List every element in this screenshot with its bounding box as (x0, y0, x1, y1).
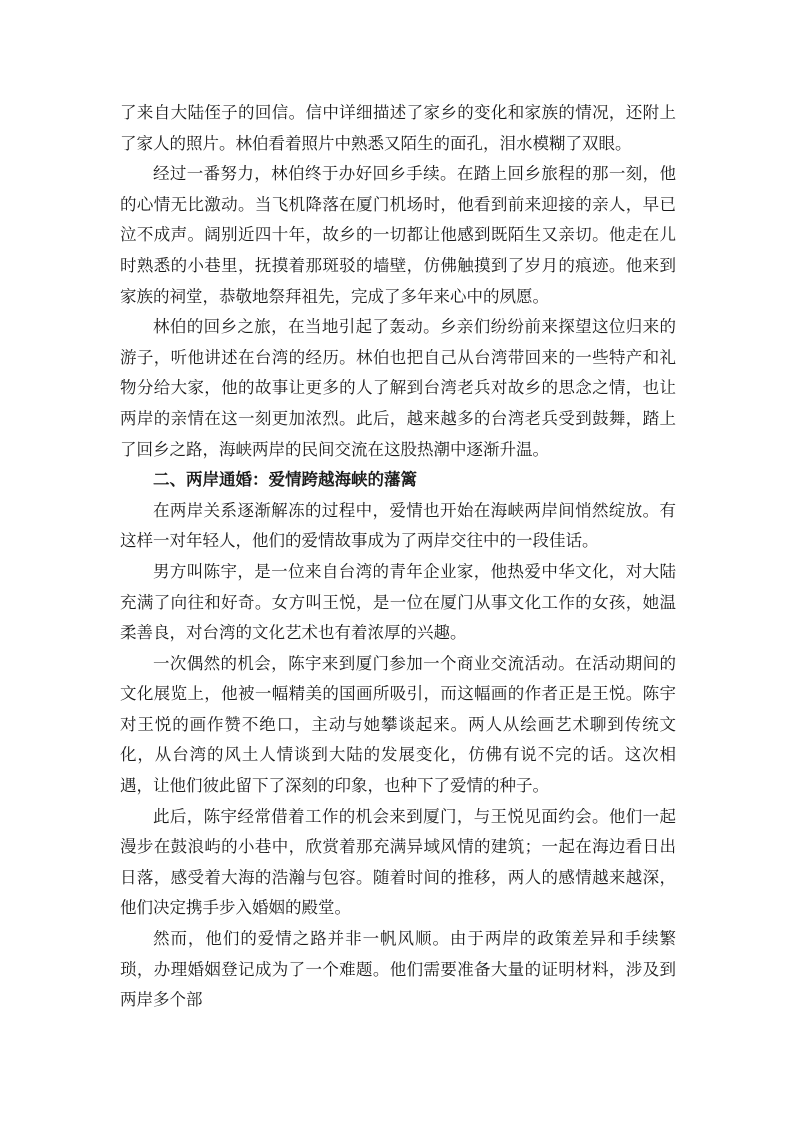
article-body (120, 98, 676, 1016)
paragraph-obstacles: 然而，他们的爱情之路并非一帆风顺。由于两岸的政策差异和手续繁琐，办理婚姻登记成为了一个难题。他们需要准备大量的证明材料，涉及到两岸多个部 (120, 929, 676, 1010)
paragraph-homecoming-impact: 林伯的回乡之旅，在当地引起了轰动。乡亲们纷纷前来探望这位归来的游子，听他讲述在台湾的经历。林伯也把自己从台湾带回来的一些特产和礼物分给大家，他的故事让更多的人了解到台湾老兵对故乡的思念之情，也让两岸的亲情在这一刻更加浓烈。此后，越来越多的台湾老兵受到鼓舞，踏上了回乡之路，海峡两岸的民间交流在这股热潮中逐渐升温。 (120, 317, 676, 459)
paragraph-reply-letter: 了来自大陆侄子的回信。信中详细描述了家乡的变化和家族的情况，还附上了家人的照片。林伯看着照片中熟悉又陌生的面孔，泪水模糊了双眼。 (120, 103, 676, 153)
paragraph-first-meeting: 一次偶然的机会，陈宇来到厦门参加一个商业交流活动。在活动期间的文化展览上，他被一幅精美的国画所吸引，而这幅画的作者正是王悦。陈宇对王悦的画作赞不绝口，主动与她攀谈起来。两人从绘画艺术聊到传统文化，从台湾的风土人情谈到大陆的发展变化，仿佛有说不完的话。这次相遇，让他们彼此留下了深刻的印象，也种下了爱情的种子。 (120, 653, 676, 796)
paragraph-love-blooms: 在两岸关系逐渐解冻的过程中，爱情也开始在海峡两岸间悄然绽放。有这样一对年轻人，他们的爱情故事成为了两岸交往中的一段佳话。 (120, 500, 676, 551)
paragraph-dating: 此后，陈宇经常借着工作的机会来到厦门，与王悦见面约会。他们一起漫步在鼓浪屿的小巷中，欣赏着那充满异域风情的建筑；一起在海边看日出日落，感受着大海的浩瀚与包容。随着时间的推移，两人的感情越来越深，他们决定携手步入婚姻的殿堂。 (120, 806, 676, 918)
section-heading-cross-strait-marriage: 二、两岸通婚：爱情跨越海峡的藩篱 (153, 470, 417, 490)
paragraph-return-journey: 经过一番努力，林伯终于办好回乡手续。在踏上回乡旅程的那一刻，他的心情无比激动。当飞机降落在厦门机场时，他看到前来迎接的亲人，早已泣不成声。阔别近四十年，故乡的一切都让他感到既陌生又亲切。他走在儿时熟悉的小巷里，抚摸着那斑驳的墙壁，仿佛触摸到了岁月的痕迹。他来到家族的祠堂，恭敬地祭拜祖先，完成了多年来心中的夙愿。 (120, 164, 676, 306)
paragraph-couple-intro: 男方叫陈宇，是一位来自台湾的青年企业家，他热爱中华文化，对大陆充满了向往和好奇。女方叫王悦，是一位在厦门从事文化工作的女孩，她温柔善良，对台湾的文化艺术也有着浓厚的兴趣。 (120, 561, 676, 643)
